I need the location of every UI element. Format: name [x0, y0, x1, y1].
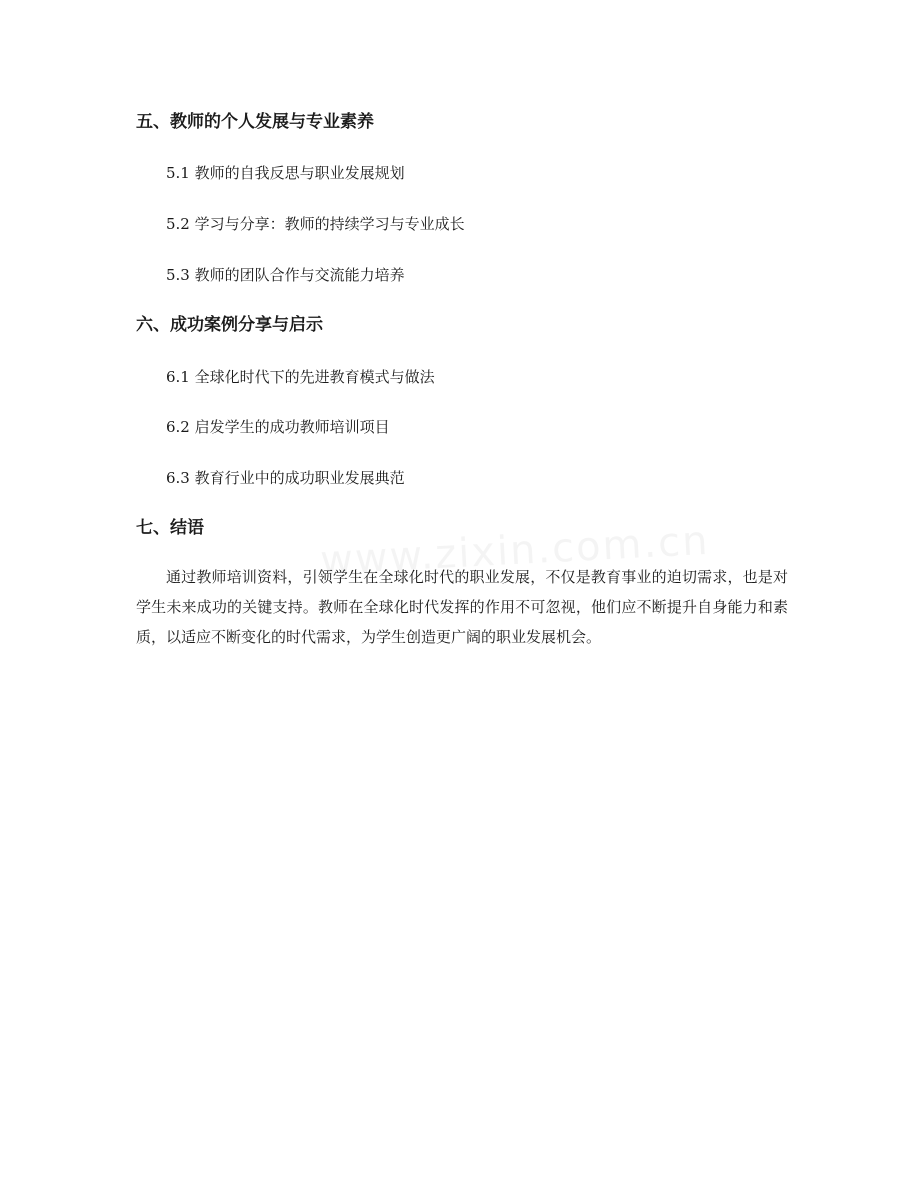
section-5	[136, 111, 796, 284]
section-heading: 六、成功案例分享与启示	[136, 315, 323, 335]
conclusion-paragraph: 通过教师培训资料，引领学生在全球化时代的职业发展，不仅是教育事业的迫切需求，也是对学生未来成功的关键支持。教师在全球化时代发挥的作用不可忽视，他们应不断提升自身能力和素质，以适应不断变化的时代需求，为学生创造更广阔的职业发展机会。	[136, 568, 788, 646]
outline-item: 6.1 全球化时代下的先进教育模式与做法	[166, 368, 435, 386]
section-heading: 七、结语	[136, 518, 204, 538]
outline-item: 5.1 教师的自我反思与职业发展规划	[166, 164, 405, 182]
section-6	[136, 314, 796, 487]
section-7	[136, 517, 796, 646]
outline-item: 5.2 学习与分享：教师的持续学习与专业成长	[166, 215, 465, 233]
outline-item: 5.3 教师的团队合作与交流能力培养	[166, 266, 405, 284]
outline-item: 6.3 教育行业中的成功职业发展典范	[166, 469, 405, 487]
section-heading: 五、教师的个人发展与专业素养	[136, 112, 374, 132]
outline-item: 6.2 启发学生的成功教师培训项目	[166, 418, 390, 436]
